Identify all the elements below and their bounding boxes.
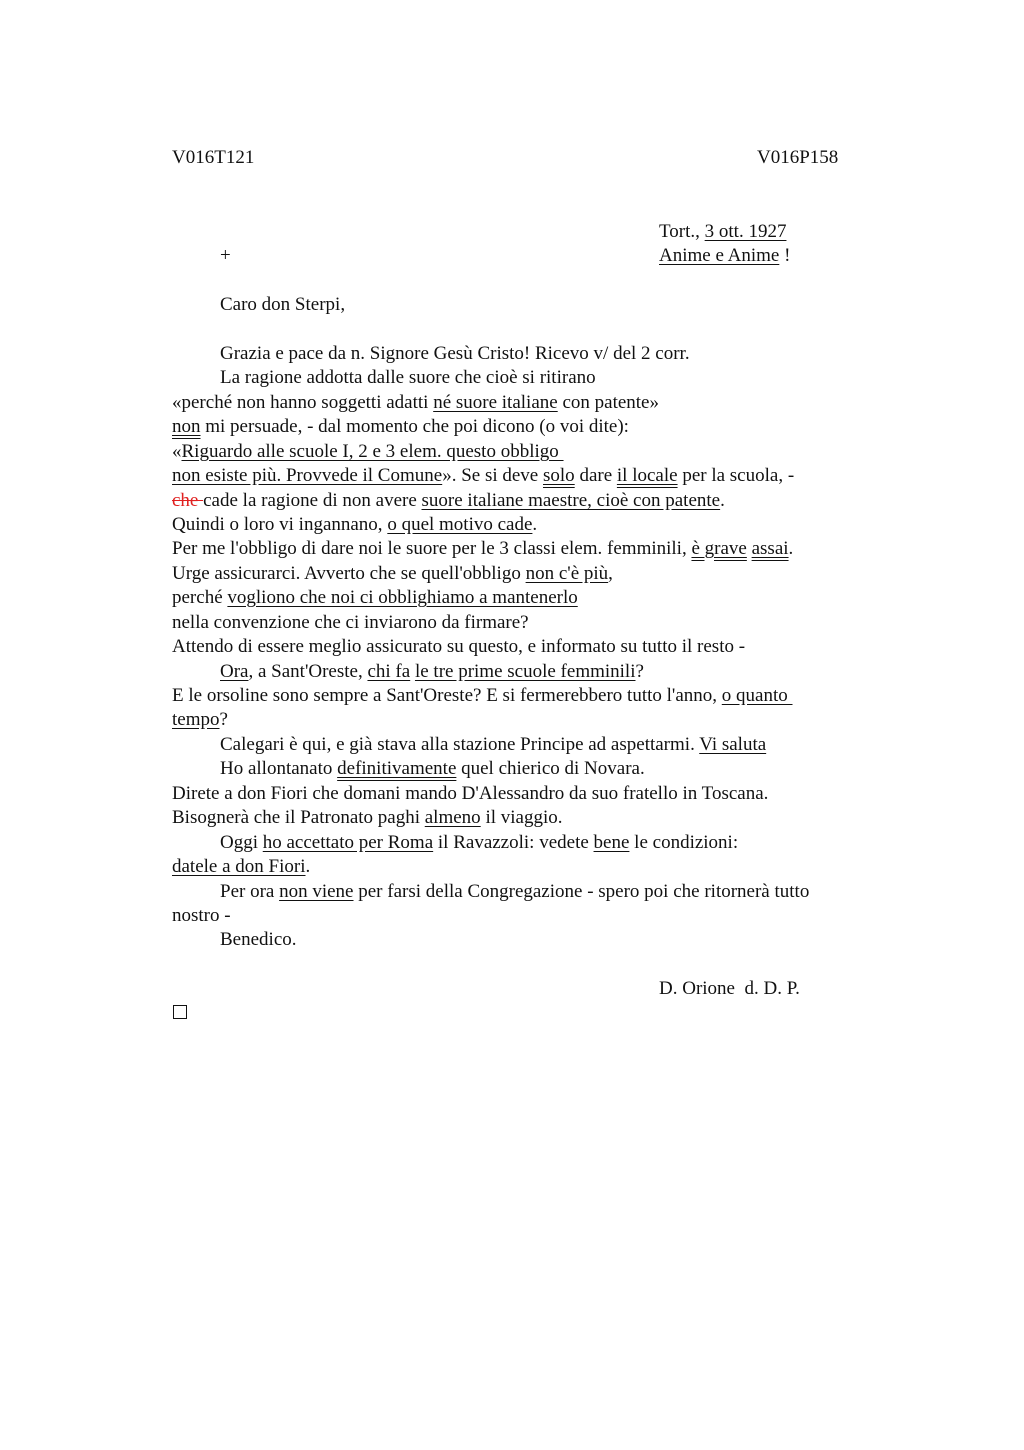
dateline: [659, 220, 786, 244]
letter-line: Benedico.: [220, 929, 297, 950]
doc-code-right: V016P158: [757, 147, 839, 168]
letter-line: Oggi ho accettato per Roma il Ravazzoli: vedete bene le condizioni:: [220, 832, 739, 853]
doc-code-left: V016T121: [172, 147, 255, 168]
letter-line: Calegari è qui, e già stava alla stazione Principe ad aspettarmi. Vi saluta: [220, 734, 767, 755]
cross-mark: +: [220, 245, 231, 266]
letter-line: E le orsoline sono sempre a Sant'Oreste? E si fermerebbero tutto l'anno, o quanto: [172, 685, 793, 706]
letter-line: non mi persuade, - dal momento che poi dicono (o voi dite):: [172, 416, 629, 437]
letter-line: Per ora non viene per farsi della Congregazione - spero poi che ritornerà tutto: [220, 881, 810, 902]
dateline-date: 3 ott. 1927: [704, 221, 787, 242]
signature: D. Orione d. D. P.: [659, 978, 800, 999]
letter-line: Ora, a Sant'Oreste, chi fa le tre prime scuole femminili?: [220, 661, 644, 682]
letter-line: Bisognerà che il Patronato paghi almeno il viaggio.: [172, 807, 563, 828]
motto: [659, 244, 790, 268]
salutation: Caro don Sterpi,: [220, 294, 346, 315]
letter-line: Direte a don Fiori che domani mando D'Alessandro da suo fratello in Toscana.: [172, 783, 769, 804]
letter-line: Urge assicurarci. Avverto che se quell'obbligo non c'è più,: [172, 563, 613, 584]
letter-line: nostro -: [172, 905, 231, 926]
letter-line: perché vogliono che noi ci obblighiamo a mantenerlo: [172, 587, 578, 608]
letter-line: datele a don Fiori.: [172, 856, 311, 877]
letter-line: La ragione addotta dalle suore che cioè si ritirano: [220, 367, 596, 388]
letter-line: tempo?: [172, 709, 228, 730]
letter-line: Grazia e pace da n. Signore Gesù Cristo! Ricevo v/ del 2 corr.: [220, 343, 690, 364]
letter-line: Attendo di essere meglio assicurato su questo, e informato su tutto il resto -: [172, 636, 746, 657]
letter-line: nella convenzione che ci inviarono da firmare?: [172, 612, 529, 633]
motto-text: Anime e Anime: [659, 245, 780, 266]
end-mark-box: [173, 1005, 187, 1019]
letter-line: Quindi o loro vi ingannano, o quel motivo cade.: [172, 514, 538, 535]
deleted-word: che: [172, 490, 204, 511]
motto-mark: !: [784, 245, 791, 266]
letter-line: «Riguardo alle scuole I, 2 e 3 elem. questo obbligo: [172, 441, 564, 462]
dateline-place: Tort.,: [659, 221, 700, 242]
letter-line: Ho allontanato definitivamente quel chierico di Novara.: [220, 758, 645, 779]
letter-line: che cade la ragione di non avere suore italiane maestre, cioè con patente.: [172, 490, 725, 511]
letter-line: Per me l'obbligo di dare noi le suore per le 3 classi elem. femminili, è grave assai.: [172, 538, 794, 559]
letter-line: «perché non hanno soggetti adatti né suore italiane con patente»: [172, 392, 659, 413]
letter-line: non esiste più. Provvede il Comune». Se si deve solo dare il locale per la scuola, -: [172, 465, 795, 486]
